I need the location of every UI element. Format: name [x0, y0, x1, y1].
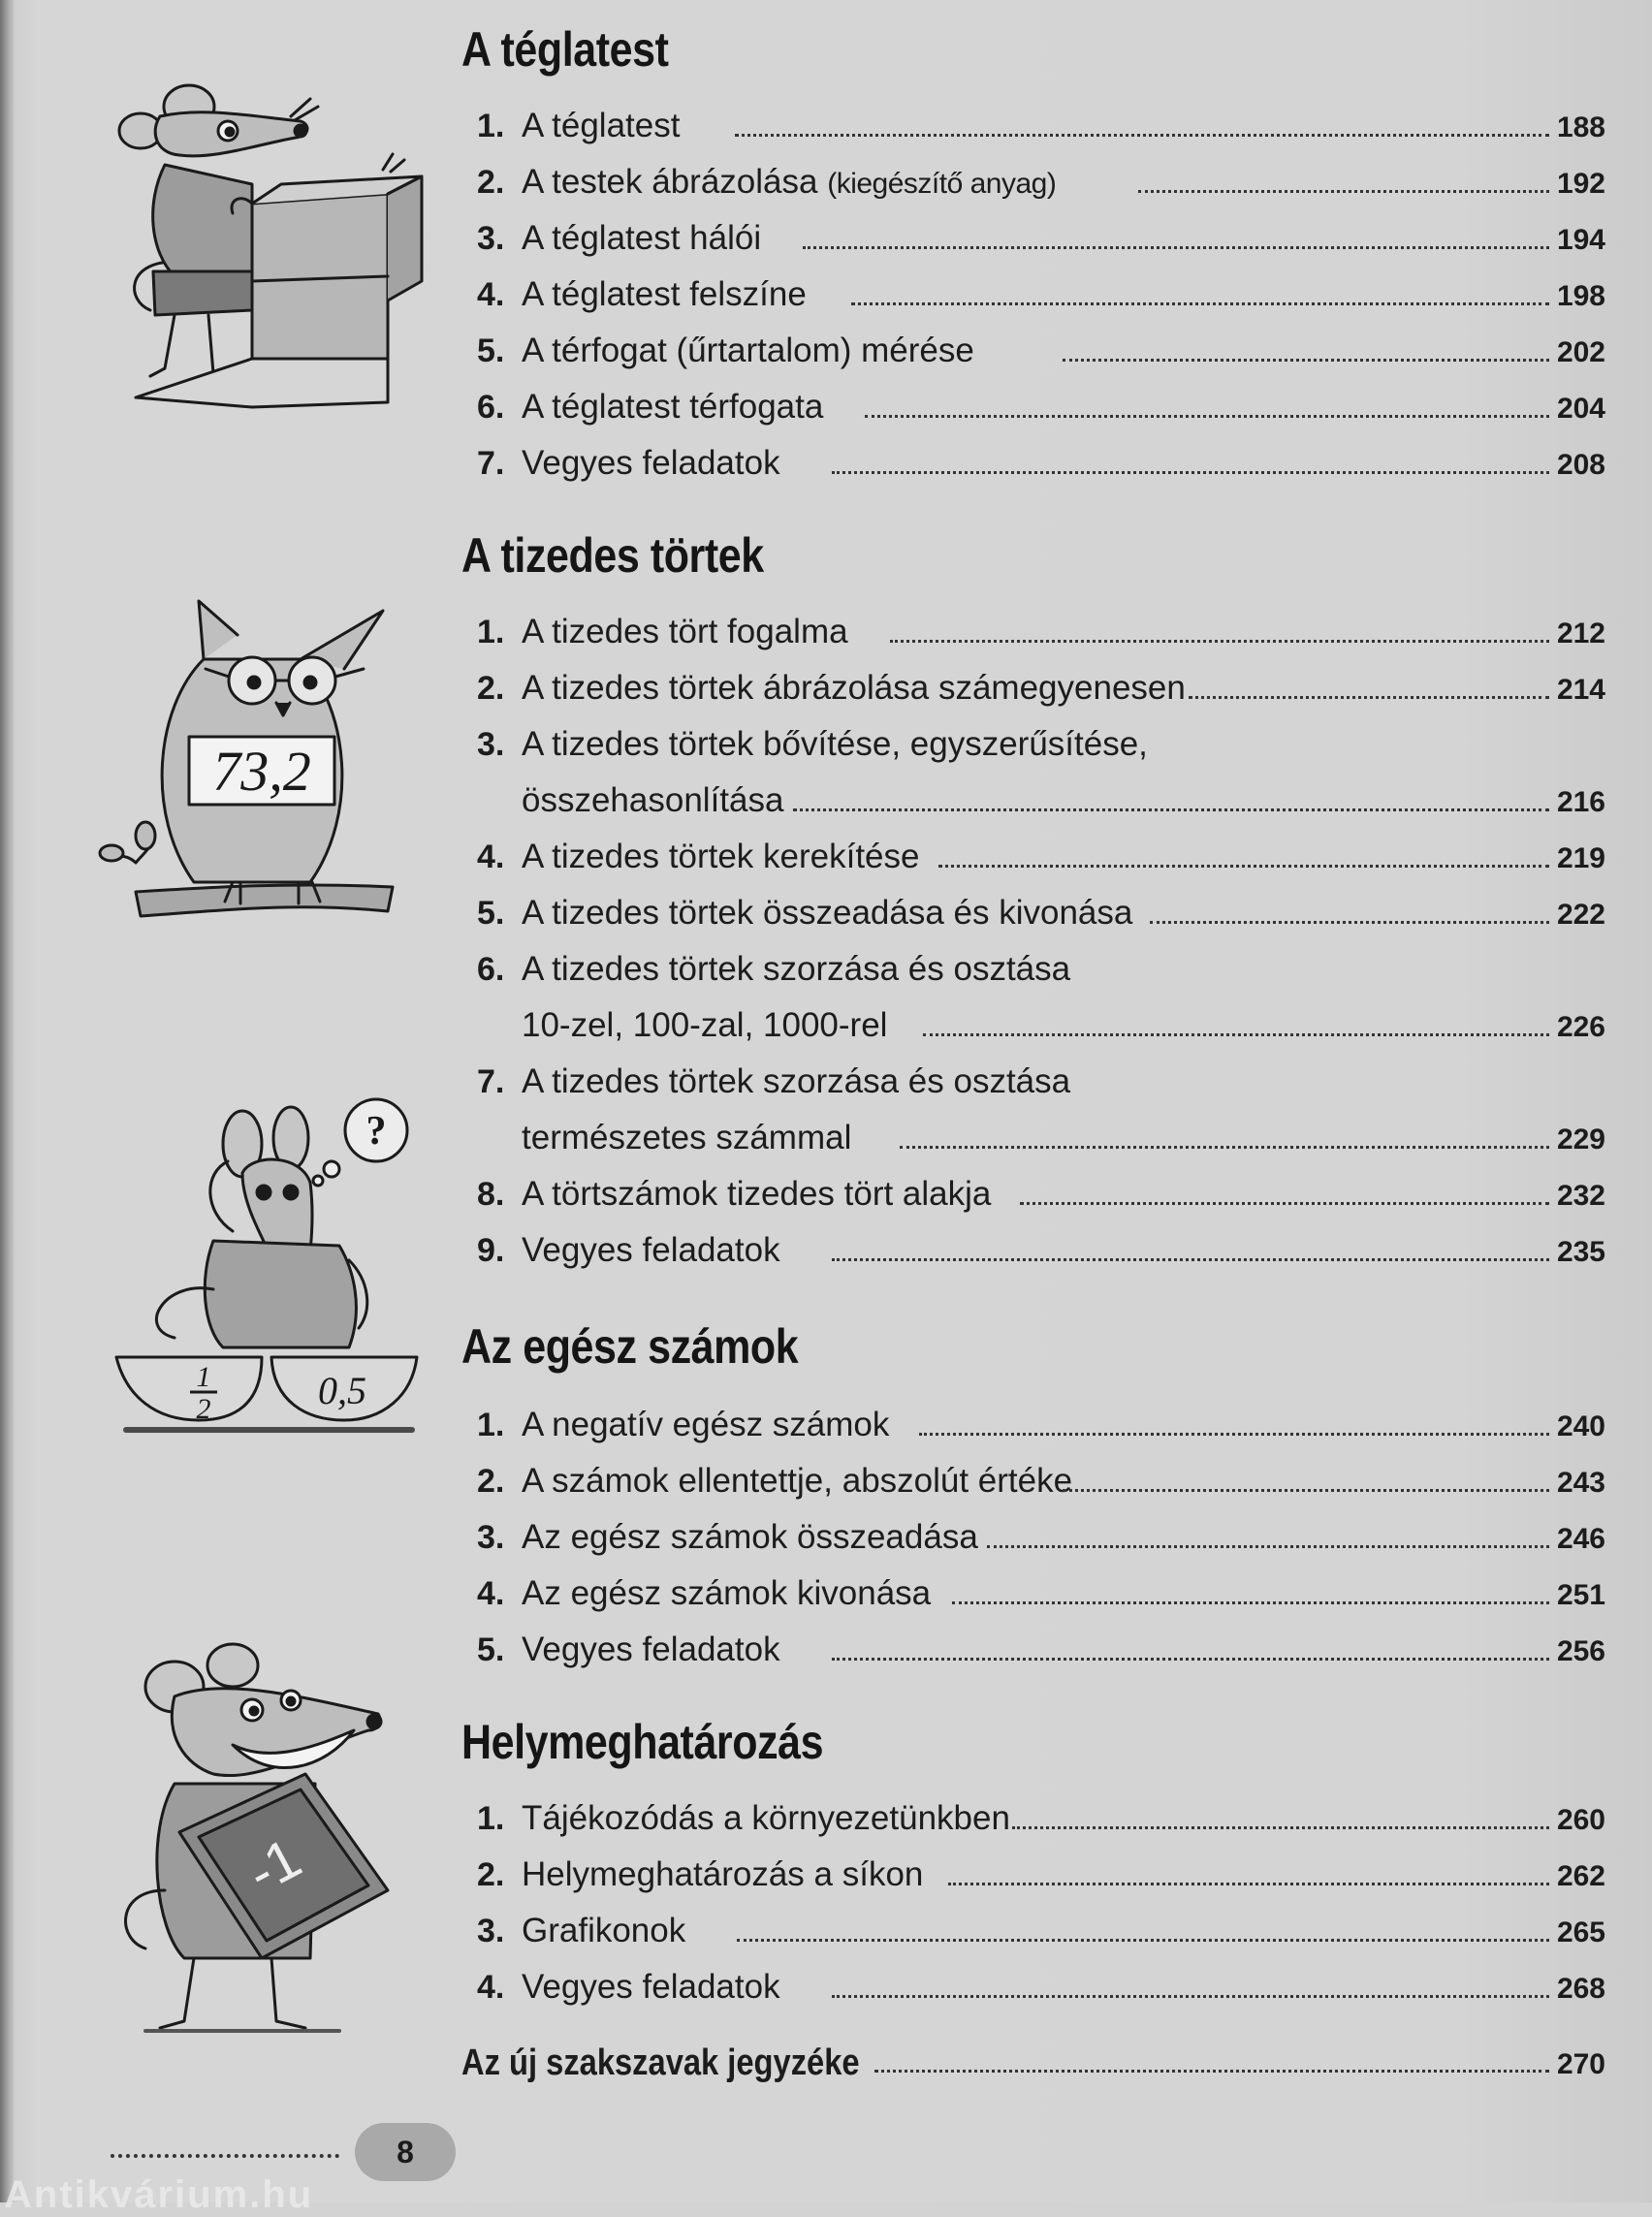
question-mark-icon: ? [365, 1109, 387, 1154]
entry-page: 198 [1556, 280, 1605, 312]
board-text: -1 [237, 1825, 311, 1906]
entry-label-continued: 10-zel, 100-zal, 1000-rel [522, 1006, 888, 1044]
section-title-helymeghatarozas: Helymeghatározás [461, 1715, 824, 1769]
page-number-badge: 8 [355, 2123, 456, 2181]
entry-page: 251 [1556, 1579, 1605, 1611]
dot-leader [923, 1033, 1549, 1036]
dot-leader [987, 1545, 1549, 1548]
entry-number: 5. [477, 333, 505, 369]
entry-label: Tájékozódás a környezetünkben [522, 1799, 1010, 1837]
dot-leader [919, 1433, 1549, 1436]
dot-leader [803, 246, 1549, 249]
entry-number: 3. [477, 1519, 505, 1556]
dot-leader [1012, 1826, 1549, 1829]
toc-entry[interactable] [477, 1397, 1605, 1453]
dot-leader [900, 1146, 1549, 1149]
entry-label: Vegyes feladatok [522, 1231, 780, 1269]
toc-entry[interactable] [477, 435, 1605, 491]
entry-page: 214 [1556, 674, 1605, 706]
entry-number: 3. [477, 1913, 505, 1949]
section-title-teglatest: A téglatest [461, 22, 669, 77]
entry-label: Az egész számok kivonása [522, 1574, 932, 1612]
entry-label: Vegyes feladatok [522, 444, 780, 482]
entry-page: 240 [1556, 1410, 1605, 1442]
dot-leader [890, 640, 1549, 643]
toc-entry[interactable] [477, 154, 1605, 210]
entry-label: A törtszámok tizedes tört alakja [522, 1175, 992, 1213]
entry-number: 1. [477, 614, 505, 650]
dot-leader [1150, 921, 1549, 924]
entry-label: A tizedes törtek szorzása és osztása [522, 950, 1071, 988]
entry-number: 1. [477, 1800, 505, 1837]
entry-label: A számok ellentettje, abszolút értéke [522, 1462, 1073, 1500]
dot-leader [1020, 1202, 1549, 1205]
toc-entry[interactable] [477, 1622, 1605, 1678]
entry-page: 229 [1556, 1124, 1605, 1156]
entry-page: 192 [1556, 168, 1605, 200]
entry-page: 265 [1556, 1916, 1605, 1948]
entry-page: 222 [1556, 899, 1605, 931]
toc-entry[interactable] [477, 1453, 1605, 1509]
dot-leader [851, 302, 1549, 305]
entry-label: A téglatest [522, 107, 681, 144]
dot-leader [737, 1939, 1549, 1942]
entry-number: 2. [477, 670, 505, 707]
entry-page: 202 [1556, 336, 1605, 368]
toc-entry[interactable] [477, 1222, 1605, 1279]
entry-number: 2. [477, 164, 505, 201]
toc-entry[interactable] [477, 1566, 1605, 1622]
entry-label: A tizedes törtek ábrázolása számegyenesen [522, 669, 1186, 707]
footer-dot-leader [111, 2154, 339, 2158]
toc-entry[interactable] [477, 829, 1605, 885]
toc-entry[interactable] [477, 379, 1605, 435]
cheese-left-denominator: 2 [196, 1393, 211, 1425]
entry-page: 243 [1556, 1467, 1605, 1499]
entry-label-continued: összehasonlítása [522, 781, 784, 819]
entry-label: Vegyes feladatok [522, 1968, 780, 2006]
toc-entry-continuation[interactable] [522, 773, 1605, 829]
owl-sign-text: 73,2 [212, 740, 311, 803]
toc-entry[interactable] [477, 1054, 1605, 1110]
entry-page: 256 [1556, 1635, 1605, 1667]
entry-number: 7. [477, 1063, 505, 1100]
entry-label: A tizedes törtek összeadása és kivonása [522, 894, 1133, 932]
entry-page: 262 [1556, 1860, 1605, 1892]
dot-leader [832, 1995, 1549, 1998]
dot-leader [735, 134, 1549, 137]
toc-entry[interactable] [477, 98, 1605, 154]
entry-page: 235 [1556, 1236, 1605, 1268]
entry-number: 3. [477, 220, 505, 257]
entry-number: 2. [477, 1463, 505, 1500]
entry-page: 194 [1556, 224, 1605, 256]
dot-leader [1138, 190, 1549, 193]
entry-label: A térfogat (űrtartalom) mérése [522, 332, 974, 369]
entry-number: 4. [477, 276, 505, 313]
watermark-text: Antikvárium.hu [4, 2173, 314, 2216]
entry-page: 208 [1556, 449, 1605, 481]
entry-page: 232 [1556, 1180, 1605, 1212]
toc-entry[interactable] [477, 1903, 1605, 1959]
entry-number: 5. [477, 895, 505, 932]
toc-entry[interactable] [477, 1847, 1605, 1903]
mouse-with-board-illustration [107, 1638, 436, 2045]
toc-entry[interactable] [477, 604, 1605, 660]
dot-leader [832, 471, 1549, 474]
dot-leader [832, 1258, 1549, 1261]
entry-number: 8. [477, 1176, 505, 1213]
dot-leader [938, 865, 1549, 868]
section-title-tizedes-tortek: A tizedes törtek [461, 528, 764, 583]
entry-label: Grafikonok [522, 1912, 686, 1949]
mouse-thinking-illustration [107, 1095, 427, 1454]
entry-label: A tizedes törtek bővítése, egyszerűsítése, [522, 725, 1148, 763]
entry-number: 4. [477, 1969, 505, 2006]
dot-leader [1063, 1489, 1549, 1492]
dot-leader [874, 2070, 1549, 2073]
toc-entry[interactable] [477, 267, 1605, 323]
entry-number: 7. [477, 445, 505, 482]
toc-entry[interactable] [477, 941, 1605, 998]
dot-leader [1189, 696, 1549, 699]
toc-entry[interactable] [477, 323, 1605, 379]
entry-label: A téglatest hálói [522, 219, 762, 257]
toc-entry[interactable] [477, 1509, 1605, 1566]
mouse-with-box-illustration [107, 78, 436, 436]
dot-leader [952, 1601, 1549, 1604]
entry-number: 5. [477, 1631, 505, 1668]
dot-leader [1063, 359, 1549, 362]
toc-glossary-entry[interactable] [461, 2034, 1605, 2092]
toc-entry[interactable] [477, 210, 1605, 267]
entry-label: Helymeghatározás a síkon [522, 1855, 924, 1893]
entry-page: 212 [1556, 618, 1605, 649]
entry-label: A tizedes törtek szorzása és osztása [522, 1062, 1071, 1100]
entry-label-text: A testek ábrázolása [522, 163, 818, 201]
toc-entry[interactable] [477, 716, 1605, 773]
cheese-left-numerator: 1 [196, 1361, 211, 1393]
toc-entry[interactable] [477, 660, 1605, 716]
entry-page: 246 [1556, 1523, 1605, 1555]
toc-entry[interactable] [477, 1166, 1605, 1222]
toc-entry[interactable] [477, 885, 1605, 941]
section-title-egesz-szamok: Az egész számok [461, 1319, 799, 1374]
book-spine [0, 0, 14, 2202]
entry-page: 260 [1556, 1804, 1605, 1836]
entry-label: Az egész számok összeadása [522, 1518, 978, 1556]
entry-number: 2. [477, 1856, 505, 1893]
glossary-page: 270 [1556, 2048, 1605, 2080]
entry-label: Vegyes feladatok [522, 1631, 780, 1668]
entry-page: 268 [1556, 1973, 1605, 2005]
entry-label-note: (kiegészítő anyag) [827, 168, 1057, 200]
entry-label: A téglatest térfogata [522, 388, 824, 426]
entry-page: 216 [1556, 786, 1605, 818]
entry-label: A tizedes tört fogalma [522, 613, 848, 650]
entry-number: 6. [477, 951, 505, 988]
entry-number: 4. [477, 839, 505, 875]
entry-number: 1. [477, 108, 505, 144]
entry-page: 188 [1556, 111, 1605, 143]
entry-page: 204 [1556, 393, 1605, 425]
toc-entry-continuation[interactable] [522, 998, 1605, 1054]
entry-label [522, 154, 1056, 212]
entry-number: 1. [477, 1407, 505, 1443]
cheese-right-text: 0,5 [318, 1369, 366, 1412]
toc-entry[interactable] [477, 1790, 1605, 1847]
glossary-label: Az új szakszavak jegyzéke [461, 2043, 860, 2083]
dot-leader [865, 415, 1549, 418]
entry-label-continued: természetes számmal [522, 1119, 852, 1156]
entry-number: 3. [477, 726, 505, 763]
entry-label: A negatív egész számok [522, 1406, 890, 1443]
dot-leader [793, 808, 1549, 811]
entry-page: 226 [1556, 1011, 1605, 1043]
toc-entry-continuation[interactable] [522, 1110, 1605, 1166]
entry-number: 6. [477, 389, 505, 426]
dot-leader [832, 1658, 1549, 1661]
dot-leader [948, 1883, 1549, 1885]
toc-entry[interactable] [477, 1959, 1605, 2015]
entry-label: A tizedes törtek kerekítése [522, 838, 920, 875]
entry-number: 9. [477, 1232, 505, 1269]
entry-page: 219 [1556, 842, 1605, 874]
owl-with-sign-illustration [97, 591, 407, 940]
entry-number: 4. [477, 1575, 505, 1612]
entry-label: A téglatest felszíne [522, 275, 807, 313]
